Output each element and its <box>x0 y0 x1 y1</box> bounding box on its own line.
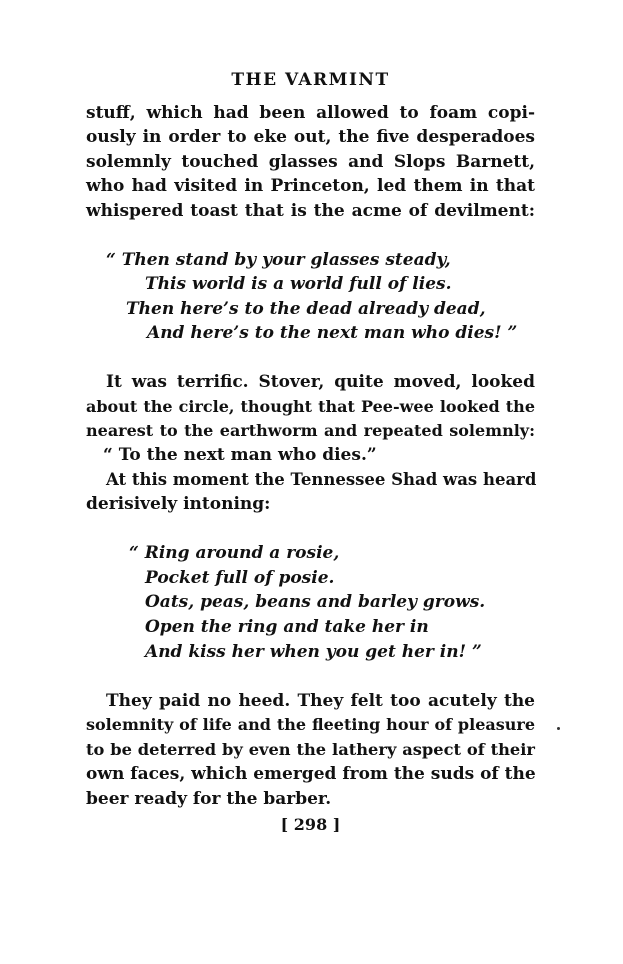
body-line: ously in order to eke out, the five desperadoes <box>86 127 535 147</box>
running-header: THE VARMINT <box>231 70 390 90</box>
body-line: They paid no heed. They felt too acutely the <box>106 691 535 711</box>
verse-line: “ Then stand by your glasses steady, <box>106 250 451 270</box>
body-line: to be deterred by even the lathery aspect of their <box>86 740 535 759</box>
body-line: beer ready for the barber. <box>86 789 332 809</box>
body-line: own faces, which emerged from the suds of the <box>86 764 536 784</box>
verse-line: Open the ring and take her in <box>145 617 429 637</box>
body-line: who had visited in Princeton, led them in that <box>86 176 535 196</box>
body-line: about the circle, thought that Pee-wee looked the <box>86 397 535 416</box>
verse-line: Then here’s to the dead already dead, <box>126 299 486 319</box>
page-number: [ 298 ] <box>280 815 341 834</box>
body-line: “ To the next man who dies.” <box>103 445 377 465</box>
verse-line: And kiss her when you get her in! ” <box>145 642 482 662</box>
body-line: solemnly touched glasses and Slops Barnett, <box>86 152 535 172</box>
body-line: solemnity of life and the fleeting hour of pleasure <box>86 715 535 734</box>
verse-line: Oats, peas, beans and barley grows. <box>145 592 486 612</box>
body-line: stuff, which had been allowed to foam copi- <box>86 103 535 123</box>
verse-line: This world is a world full of lies. <box>145 274 452 294</box>
verse-line: Pocket full of posie. <box>145 568 335 588</box>
body-line: At this moment the Tennessee Shad was heard <box>106 470 537 489</box>
body-line: It was terrific. Stover, quite moved, looked <box>106 372 535 392</box>
print-speck <box>557 727 560 730</box>
verse-line: “ Ring around a rosie, <box>129 543 340 563</box>
body-line: nearest to the earthworm and repeated solemnly: <box>86 421 535 440</box>
verse-line: And here’s to the next man who dies! ” <box>147 323 518 343</box>
body-line: derisively intoning: <box>86 494 271 514</box>
body-line: whispered toast that is the acme of devilment: <box>86 201 535 221</box>
